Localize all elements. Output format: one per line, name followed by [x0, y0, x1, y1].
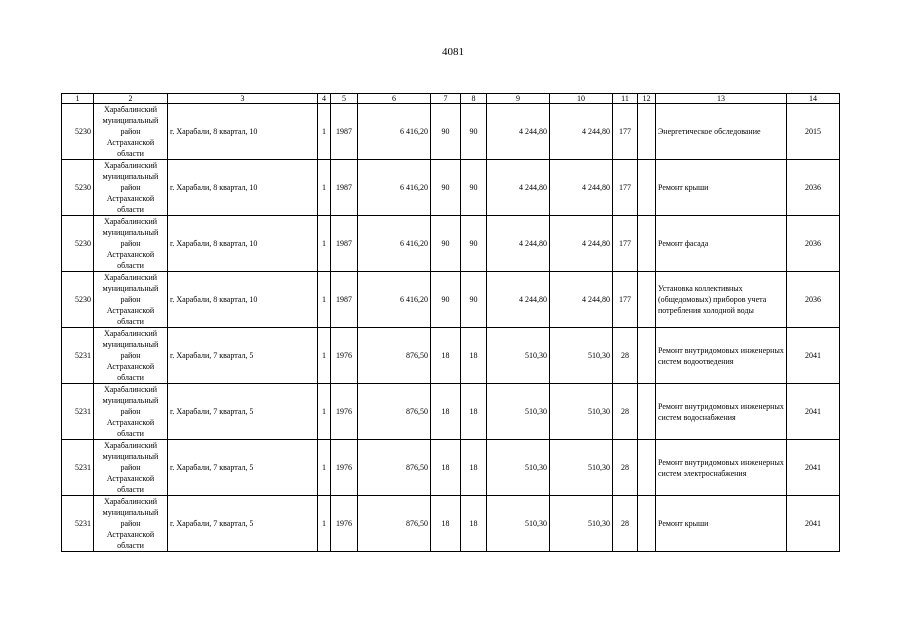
- cell-col12: [638, 440, 656, 496]
- cell-municipality: Харабалинский муниципальный район Астраханской области: [94, 496, 168, 552]
- cell-address: г. Харабали, 7 квартал, 5: [168, 328, 318, 384]
- cell-address: г. Харабали, 7 квартал, 5: [168, 384, 318, 440]
- cell-work-type: Энергетическое обследование: [656, 104, 787, 160]
- cell-col12: [638, 328, 656, 384]
- header-cell: 9: [487, 94, 550, 104]
- cell-col8: 18: [461, 496, 487, 552]
- cell-total-area: 6 416,20: [358, 160, 431, 216]
- header-cell: 6: [358, 94, 431, 104]
- cell-col10: 510,30: [550, 384, 613, 440]
- cell-plan-year: 2015: [787, 104, 840, 160]
- cell-col11: 177: [613, 216, 638, 272]
- cell-work-type: Ремонт фасада: [656, 216, 787, 272]
- cell-col11: 177: [613, 104, 638, 160]
- cell-col12: [638, 104, 656, 160]
- cell-work-type: Ремонт внутридомовых инженерных систем водоснабжения: [656, 384, 787, 440]
- cell-total-area: 6 416,20: [358, 272, 431, 328]
- cell-col9: 510,30: [487, 384, 550, 440]
- cell-municipality: Харабалинский муниципальный район Астраханской области: [94, 160, 168, 216]
- header-cell: 12: [638, 94, 656, 104]
- table-row: [62, 496, 840, 552]
- cell-plan-year: 2036: [787, 216, 840, 272]
- table-row: [62, 160, 840, 216]
- cell-address: г. Харабали, 7 квартал, 5: [168, 440, 318, 496]
- cell-address: г. Харабали, 8 квартал, 10: [168, 272, 318, 328]
- cell-col7: 18: [431, 496, 461, 552]
- cell-year: 1987: [331, 160, 358, 216]
- header-cell: 1: [62, 94, 94, 104]
- cell-col4: 1: [318, 384, 331, 440]
- cell-col7: 90: [431, 216, 461, 272]
- cell-col10: 4 244,80: [550, 104, 613, 160]
- cell-total-area: 876,50: [358, 328, 431, 384]
- cell-col12: [638, 160, 656, 216]
- table-row: [62, 328, 840, 384]
- table-row: [62, 440, 840, 496]
- cell-col7: 18: [431, 440, 461, 496]
- cell-col4: 1: [318, 272, 331, 328]
- cell-plan-year: 2041: [787, 384, 840, 440]
- cell-col7: 90: [431, 104, 461, 160]
- cell-col11: 28: [613, 440, 638, 496]
- cell-id: 5231: [62, 384, 94, 440]
- header-cell: 3: [168, 94, 318, 104]
- cell-col8: 90: [461, 104, 487, 160]
- cell-id: 5231: [62, 496, 94, 552]
- cell-municipality: Харабалинский муниципальный район Астраханской области: [94, 216, 168, 272]
- header-cell: 7: [431, 94, 461, 104]
- cell-col9: 4 244,80: [487, 216, 550, 272]
- cell-col9: 4 244,80: [487, 160, 550, 216]
- cell-col7: 18: [431, 384, 461, 440]
- cell-id: 5231: [62, 328, 94, 384]
- cell-col11: 28: [613, 496, 638, 552]
- header-cell: 10: [550, 94, 613, 104]
- cell-col10: 510,30: [550, 496, 613, 552]
- cell-year: 1976: [331, 496, 358, 552]
- cell-address: г. Харабали, 8 квартал, 10: [168, 104, 318, 160]
- cell-col8: 90: [461, 160, 487, 216]
- cell-col10: 4 244,80: [550, 216, 613, 272]
- cell-col4: 1: [318, 160, 331, 216]
- cell-total-area: 876,50: [358, 496, 431, 552]
- cell-col11: 28: [613, 328, 638, 384]
- cell-plan-year: 2036: [787, 272, 840, 328]
- cell-plan-year: 2041: [787, 328, 840, 384]
- page-number: 4081: [442, 46, 464, 58]
- cell-total-area: 6 416,20: [358, 104, 431, 160]
- header-cell: 5: [331, 94, 358, 104]
- cell-id: 5230: [62, 272, 94, 328]
- cell-col9: 4 244,80: [487, 272, 550, 328]
- cell-work-type: Ремонт внутридомовых инженерных систем электроснабжения: [656, 440, 787, 496]
- cell-year: 1976: [331, 328, 358, 384]
- header-cell: 4: [318, 94, 331, 104]
- cell-col4: 1: [318, 104, 331, 160]
- header-cell: 13: [656, 94, 787, 104]
- cell-municipality: Харабалинский муниципальный район Астраханской области: [94, 384, 168, 440]
- cell-id: 5230: [62, 160, 94, 216]
- cell-col11: 177: [613, 160, 638, 216]
- cell-col9: 510,30: [487, 496, 550, 552]
- cell-col10: 4 244,80: [550, 160, 613, 216]
- cell-col8: 18: [461, 328, 487, 384]
- header-cell: 2: [94, 94, 168, 104]
- cell-address: г. Харабали, 8 квартал, 10: [168, 216, 318, 272]
- header-row: [62, 94, 840, 104]
- cell-total-area: 876,50: [358, 440, 431, 496]
- cell-total-area: 876,50: [358, 384, 431, 440]
- cell-col8: 18: [461, 384, 487, 440]
- cell-col8: 90: [461, 216, 487, 272]
- cell-col10: 510,30: [550, 328, 613, 384]
- cell-col9: 510,30: [487, 440, 550, 496]
- cell-col11: 177: [613, 272, 638, 328]
- cell-col7: 18: [431, 328, 461, 384]
- cell-col12: [638, 216, 656, 272]
- table-header: [62, 94, 840, 104]
- header-cell: 8: [461, 94, 487, 104]
- cell-year: 1976: [331, 440, 358, 496]
- cell-col8: 18: [461, 440, 487, 496]
- cell-col11: 28: [613, 384, 638, 440]
- cell-year: 1987: [331, 216, 358, 272]
- cell-col12: [638, 496, 656, 552]
- cell-plan-year: 2041: [787, 440, 840, 496]
- cell-plan-year: 2036: [787, 160, 840, 216]
- cell-id: 5230: [62, 216, 94, 272]
- cell-municipality: Харабалинский муниципальный район Астраханской области: [94, 328, 168, 384]
- cell-total-area: 6 416,20: [358, 216, 431, 272]
- cell-col12: [638, 384, 656, 440]
- cell-work-type: Ремонт внутридомовых инженерных систем водоотведения: [656, 328, 787, 384]
- table-row: [62, 216, 840, 272]
- cell-col9: 4 244,80: [487, 104, 550, 160]
- cell-address: г. Харабали, 7 квартал, 5: [168, 496, 318, 552]
- cell-year: 1976: [331, 384, 358, 440]
- data-table: [61, 93, 840, 552]
- cell-id: 5231: [62, 440, 94, 496]
- cell-year: 1987: [331, 104, 358, 160]
- cell-work-type: Ремонт крыши: [656, 496, 787, 552]
- cell-col4: 1: [318, 216, 331, 272]
- cell-col7: 90: [431, 160, 461, 216]
- cell-work-type: Ремонт крыши: [656, 160, 787, 216]
- cell-col10: 510,30: [550, 440, 613, 496]
- cell-col8: 90: [461, 272, 487, 328]
- cell-id: 5230: [62, 104, 94, 160]
- header-cell: 11: [613, 94, 638, 104]
- table-row: [62, 384, 840, 440]
- cell-year: 1987: [331, 272, 358, 328]
- cell-col10: 4 244,80: [550, 272, 613, 328]
- cell-plan-year: 2041: [787, 496, 840, 552]
- table-body: [62, 104, 840, 552]
- cell-address: г. Харабали, 8 квартал, 10: [168, 160, 318, 216]
- cell-municipality: Харабалинский муниципальный район Астраханской области: [94, 440, 168, 496]
- cell-col9: 510,30: [487, 328, 550, 384]
- cell-col4: 1: [318, 440, 331, 496]
- table-row: [62, 104, 840, 160]
- table-row: [62, 272, 840, 328]
- cell-work-type: Установка коллективных (общедомовых) приборов учета потребления холодной воды: [656, 272, 787, 328]
- cell-col7: 90: [431, 272, 461, 328]
- cell-municipality: Харабалинский муниципальный район Астраханской области: [94, 272, 168, 328]
- header-cell: 14: [787, 94, 840, 104]
- cell-col12: [638, 272, 656, 328]
- cell-col4: 1: [318, 328, 331, 384]
- cell-municipality: Харабалинский муниципальный район Астраханской области: [94, 104, 168, 160]
- cell-col4: 1: [318, 496, 331, 552]
